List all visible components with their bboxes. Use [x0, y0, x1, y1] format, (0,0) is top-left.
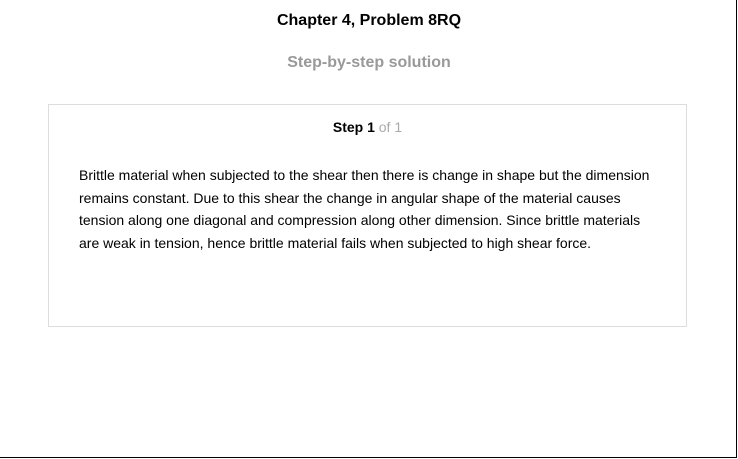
step-card	[48, 104, 687, 327]
solution-subtitle: Step-by-step solution	[287, 54, 451, 71]
step-count: of 1	[378, 119, 403, 135]
step-header	[49, 119, 686, 135]
step-label: Step 1	[332, 119, 375, 135]
page-title: Chapter 4, Problem 8RQ	[276, 12, 462, 29]
step-body-text: Brittle material when subjected to the shear then there is change in shape but the dimension remains constant. Due to this shear the change in angular shape of the material causes tension along one diagonal and compression along other dimension. Since brittle materials are weak in tension, hence brittle material fails when subjected to high shear force.	[79, 167, 650, 251]
